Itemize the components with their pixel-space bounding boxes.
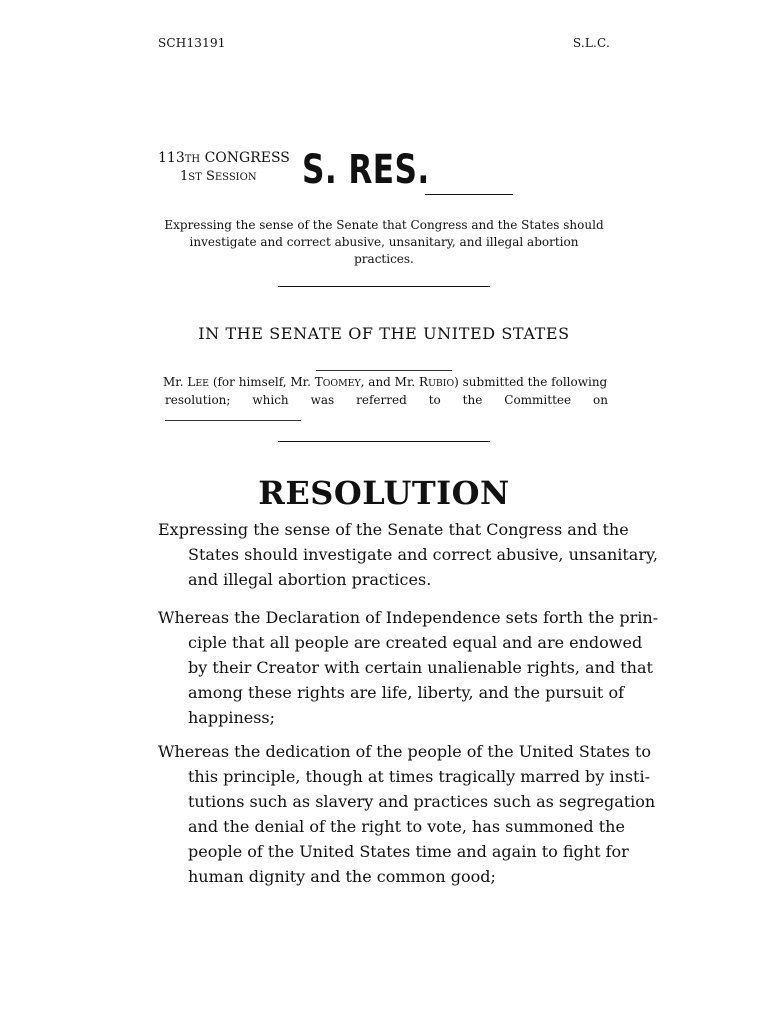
cosponsor-name: TOOMEY (314, 375, 361, 389)
doc-id: SCH13191 (158, 36, 226, 50)
congress-number: 113 (158, 150, 185, 166)
paragraph-line: tutions such as slavery and practices such as segregation (188, 792, 656, 811)
session-number-suffix: ST (188, 172, 202, 183)
paragraph-line: human dignity and the common good; (188, 867, 496, 886)
summary-line: Expressing the sense of the Senate that Congress and the States should (164, 218, 604, 232)
cosponsor-name: RUBIO (419, 375, 455, 389)
paragraph-line: among these rights are life, liberty, and the pursuit of (188, 683, 624, 702)
divider-rule (278, 441, 490, 442)
paragraph-line: people of the United States time and again to fight for (188, 842, 629, 861)
sponsor-name: LEE (187, 375, 209, 389)
congress-number-suffix: TH (184, 154, 201, 165)
sponsor-text: ) submitted the following (454, 375, 608, 389)
paragraph-line: Whereas the dedication of the people of the United States to (158, 742, 652, 761)
session-label-initial: S (205, 169, 215, 184)
paragraph-line: happiness; (188, 708, 276, 727)
summary-line: investigate and correct abusive, unsanitary, and illegal abortion practices. (189, 235, 579, 266)
measure-designation: S. RES. (302, 147, 430, 193)
sponsor-statement (163, 374, 608, 426)
whereas-clause (158, 739, 656, 889)
referral-text: resolution; which was referred to the Committee on (165, 393, 608, 407)
paragraph-line: and the denial of the right to vote, has summoned the (188, 817, 625, 836)
sponsor-text: , and Mr. (360, 375, 416, 389)
sponsor-prefix: Mr. (163, 375, 184, 389)
whereas-clause (158, 605, 659, 730)
paragraph-line: States should investigate and correct abusive, unsanitary, (188, 545, 658, 564)
measure-summary (160, 217, 608, 268)
divider-rule (278, 286, 490, 287)
measure-number-blank (425, 194, 513, 195)
paragraph-line: Whereas the Declaration of Independence sets forth the prin- (158, 608, 659, 627)
session-line (158, 168, 290, 186)
session-number: 1 (180, 169, 189, 184)
chamber-divider (316, 370, 452, 371)
purpose-clause (158, 517, 658, 592)
sponsor-line (163, 374, 608, 392)
paragraph-line: and illegal abortion practices. (188, 570, 432, 589)
paragraph-line: Expressing the sense of the Senate that Congress and the (158, 520, 629, 539)
congress-line (158, 150, 290, 168)
congress-label: CONGRESS (204, 150, 290, 166)
paragraph-line: by their Creator with certain unalienable rights, and that (188, 658, 653, 677)
paragraph-line: ciple that all people are created equal and are endowed (188, 633, 643, 652)
committee-blank (165, 410, 301, 421)
congress-block (158, 150, 290, 186)
session-label-rest: ESSION (214, 172, 257, 183)
chamber-heading: IN THE SENATE OF THE UNITED STATES (198, 324, 570, 343)
referral-line (163, 392, 608, 426)
sponsor-text: (for himself, Mr. (212, 375, 311, 389)
paragraph-line: this principle, though at times tragically marred by insti- (188, 767, 650, 786)
clerk-initials: S.L.C. (572, 36, 610, 50)
resolution-title: RESOLUTION (258, 474, 510, 512)
